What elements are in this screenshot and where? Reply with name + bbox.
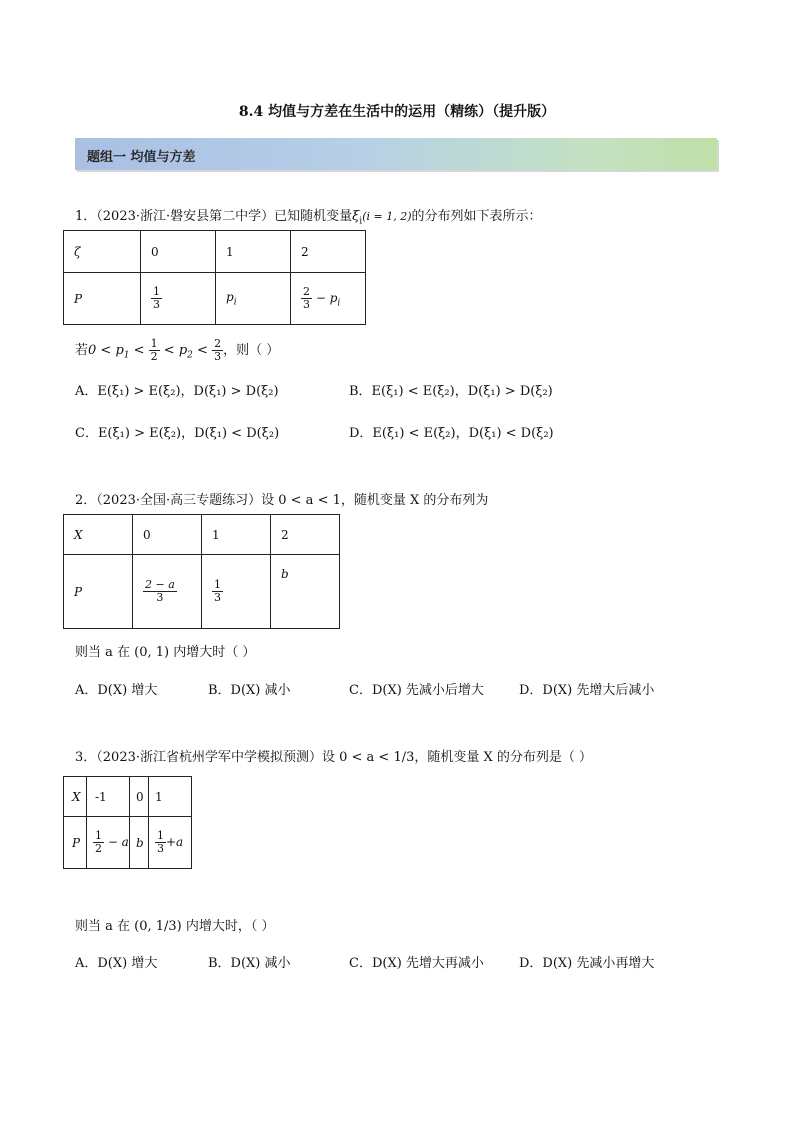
section-banner <box>75 138 717 170</box>
table-cell: P <box>64 273 141 325</box>
question-2-stem: 2．（2023·全国·高三专题练习）设 0 < a < 1，随机变量 X 的分布列为 <box>75 493 489 508</box>
page-title: 8.4 均值与方差在生活中的运用（精练）（提升版） <box>238 104 556 120</box>
table-cell: 2 <box>271 515 340 555</box>
question-1-condition: 若$0 < p_1$ < $\frac{1}{2}$ < $p_2$ < $\frac{2}{3}$ ，则（ ） <box>75 337 280 363</box>
question-1-table <box>63 230 366 325</box>
table-cell: -1 <box>87 777 130 817</box>
table-cell: 2 <box>291 231 366 273</box>
table-cell: 0 <box>133 515 202 555</box>
table-cell: b <box>271 555 340 629</box>
question-1-stem: 1．（2023·浙江·磐安县第二中学）已知随机变量$\xi_i(i = 1$, 2)的分布列如下表所示： <box>75 209 542 227</box>
question-3-table <box>63 776 192 869</box>
table-cell: $\frac{1}{3}$ <box>202 555 271 629</box>
table-cell: $\frac{2 - a}{3}$ <box>133 555 202 629</box>
table-cell: $\frac{2}{3}$ − $p_i$ <box>291 273 366 325</box>
table-cell: X <box>64 515 133 555</box>
table-cell: b <box>130 817 149 869</box>
section-banner-label: 题组一 均值与方差 <box>87 150 196 165</box>
table-cell: 1 <box>216 231 291 273</box>
table-cell: 1 <box>149 777 192 817</box>
table-cell: $\frac{1}{3}$ +a <box>149 817 192 869</box>
question-2-option-c[interactable]: C．D(X) 先减小后增大 <box>349 683 484 698</box>
table-cell: P <box>64 555 133 629</box>
table-cell: X <box>64 777 87 817</box>
table-cell: 1 <box>202 515 271 555</box>
question-3-option-a[interactable]: A．D(X) 增大 <box>75 956 158 971</box>
question-2-follow: 则当 a 在 (0, 1) 内增大时（ ） <box>75 645 256 660</box>
question-1-option-c[interactable]: C．E(ξ₁) > E(ξ₂)，D(ξ₁) < D(ξ₂) <box>75 426 280 441</box>
question-3-follow: 则当 a 在 (0, 1/3) 内增大时，（ ） <box>75 919 275 934</box>
question-3-option-b[interactable]: B．D(X) 减小 <box>208 956 291 971</box>
table-cell: $\frac{1}{3}$ <box>141 273 216 325</box>
table-cell: ζ <box>64 231 141 273</box>
table-cell: 0 <box>141 231 216 273</box>
question-1-option-b[interactable]: B．E(ξ₁) < E(ξ₂)，D(ξ₁) > D(ξ₂) <box>349 384 553 399</box>
table-cell: $\frac{1}{2}$ − a <box>87 817 130 869</box>
table-cell: $p_i$ <box>216 273 291 325</box>
question-2-table <box>63 514 340 629</box>
question-2-option-b[interactable]: B．D(X) 减小 <box>208 683 291 698</box>
table-cell: P <box>64 817 87 869</box>
question-3-option-d[interactable]: D．D(X) 先减小再增大 <box>519 956 655 971</box>
question-1-option-d[interactable]: D．E(ξ₁) < E(ξ₂)，D(ξ₁) < D(ξ₂) <box>349 426 554 441</box>
question-3-stem: 3．（2023·浙江省杭州学军中学模拟预测）设 0 < a < 1/3，随机变量 X 的分布列是（ ） <box>75 750 593 765</box>
question-2-option-d[interactable]: D．D(X) 先增大后减小 <box>519 683 655 698</box>
table-cell: 0 <box>130 777 149 817</box>
question-1-option-a[interactable]: A．E(ξ₁) > E(ξ₂)，D(ξ₁) > D(ξ₂) <box>75 384 279 399</box>
question-3-option-c[interactable]: C．D(X) 先增大再减小 <box>349 956 484 971</box>
question-2-option-a[interactable]: A．D(X) 增大 <box>75 683 158 698</box>
